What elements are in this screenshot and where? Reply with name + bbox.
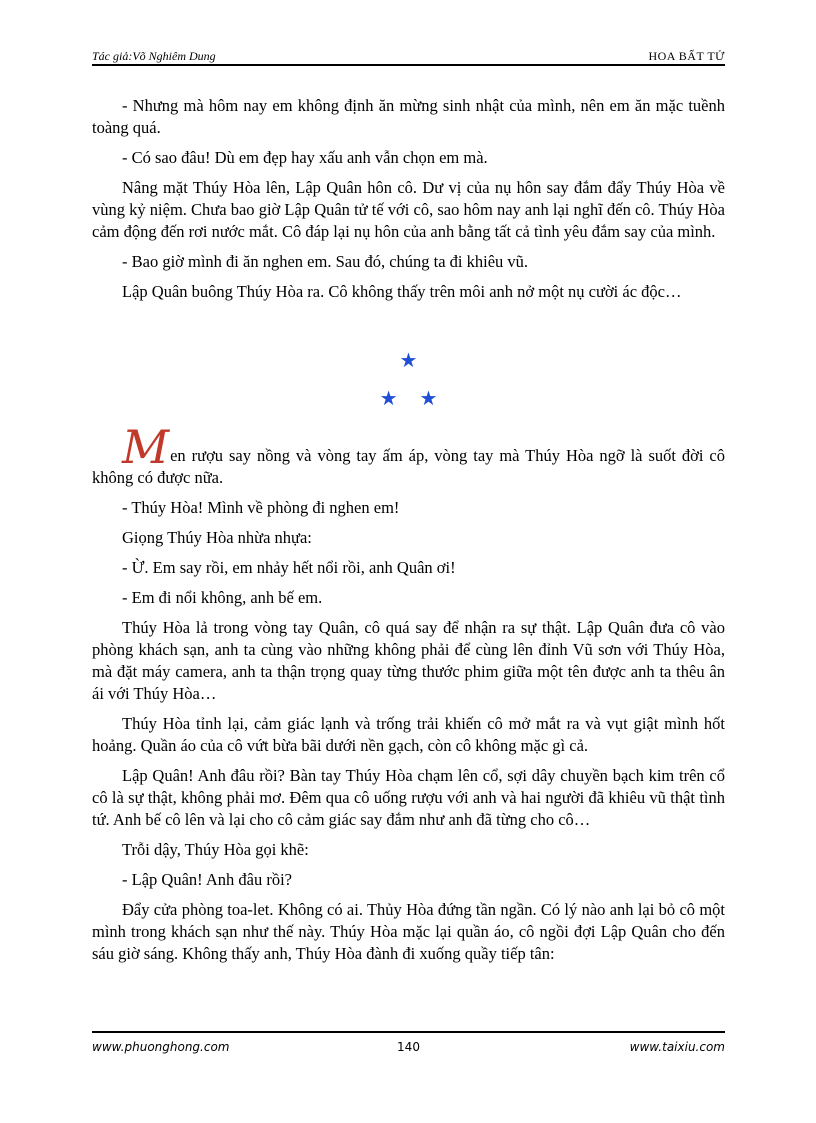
page-footer xyxy=(92,1031,725,1055)
paragraph: - Thúy Hòa! Mình về phòng đi nghen em! xyxy=(122,498,400,517)
paragraph: Lập Quân! Anh đâu rồi? Bàn tay Thúy Hòa chạm lên cổ, sợi dây chuyền bạch kim trên cổ cô là sự thật, không phải mơ. Đêm qua cô uống rượu với anh và hai người đã khiêu vũ thật tình tứ. Anh bế cô lên và lại cho cô cảm giác say đắm như anh đã từng cho cô… xyxy=(92,766,725,829)
page-number: 140 xyxy=(397,1040,420,1054)
paragraph: Giọng Thúy Hòa nhừa nhựa: xyxy=(122,528,312,547)
star-icon: ★ xyxy=(419,386,460,410)
body-text-part2 xyxy=(92,420,725,973)
drop-cap: M xyxy=(122,420,170,474)
opening-paragraph xyxy=(92,420,725,489)
paragraph: Nâng mặt Thúy Hòa lên, Lập Quân hôn cô. Dư vị của nụ hôn say đắm đẩy Thúy Hòa về vùng kỷ niệm. Chưa bao giờ Lập Quân tử tế với cô, sao hôm nay anh lại nghĩ đến cô. Thúy Hòa cảm động đến rơi nước mắt. Cô đáp lại nụ hôn của anh bằng tất cả tình yêu đắm say của mình. xyxy=(92,178,725,241)
paragraph: - Nhưng mà hôm nay em không định ăn mừng sinh nhật của mình, nên em ăn mặc tuềnh toàng quá. xyxy=(92,96,725,137)
separator-star-bottom xyxy=(92,388,725,408)
header-author: Tác giả:Võ Nghiêm Dung xyxy=(92,49,216,63)
footer-right-link[interactable]: www.taixiu.com xyxy=(629,1040,725,1054)
footer-left-link[interactable]: www.phuonghong.com xyxy=(92,1040,230,1054)
paragraph: - Em đi nổi không, anh bế em. xyxy=(122,588,323,607)
paragraph: - Bao giờ mình đi ăn nghen em. Sau đó, chúng ta đi khiêu vũ. xyxy=(122,252,529,271)
star-icon: ★ xyxy=(399,348,418,372)
paragraph: Lập Quân buông Thúy Hòa ra. Cô không thấy trên môi anh nở một nụ cười ác độc… xyxy=(122,282,682,301)
opening-paragraph-text: en rượu say nồng và vòng tay ấm áp, vòng tay mà Thúy Hòa ngỡ là suốt đời cô không có được nữa. xyxy=(92,446,725,487)
paragraph: Đẩy cửa phòng toa-let. Không có ai. Thủy Hòa đứng tần ngần. Có lý nào anh lại bỏ cô một mình trong khách sạn như thế này. Thúy Hòa mặc lại quần áo, cô ngồi đợi Lập Quân cho đến sáu giờ sáng. Không thấy anh, Thúy Hòa đành đi xuống quầy tiếp tân: xyxy=(92,900,725,963)
body-text-part1 xyxy=(92,95,725,311)
paragraph: Trỗi dậy, Thúy Hòa gọi khẽ: xyxy=(122,840,309,859)
paragraph: - Lập Quân! Anh đâu rồi? xyxy=(122,870,292,889)
paragraph: - Ừ. Em say rồi, em nhảy hết nổi rồi, anh Quân ơi! xyxy=(122,558,456,577)
paragraph: Thúy Hòa lả trong vòng tay Quân, cô quá say để nhận ra sự thật. Lập Quân đưa cô vào phòng khách sạn, anh ta cùng vào những không phải để cùng lên đỉnh Vũ sơn với Thúy Hòa, mà đặt máy camera, anh ta thận trọng quay từng thước phim giữa một tên được anh ta thêu ân ái với Thúy Hòa… xyxy=(92,618,725,703)
page-header xyxy=(92,49,725,66)
paragraph: - Có sao đâu! Dù em đẹp hay xấu anh vẫn chọn em mà. xyxy=(122,148,488,167)
paragraph: Thúy Hòa tỉnh lại, cảm giác lạnh và trống trải khiến cô mở mắt ra và vụt giật mình hốt hoảng. Quần áo của cô vứt bừa bãi dưới nền gạch, còn cô không mặc gì cả. xyxy=(92,714,725,755)
star-icon: ★ xyxy=(379,386,420,410)
header-book-title: HOA BẤT TỬ xyxy=(648,49,725,63)
separator-star-top xyxy=(92,350,725,370)
